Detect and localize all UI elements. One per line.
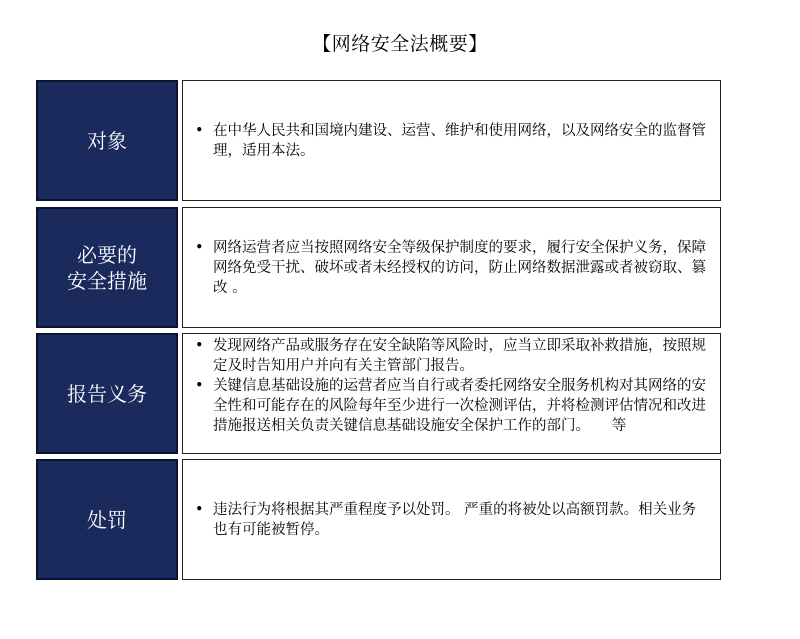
row-label-line-2: 安全措施 (67, 268, 147, 293)
row-content-box (182, 207, 721, 328)
row-reporting-obligation (36, 333, 721, 454)
bullet-item: • 在中华人民共和国境内建设、运营、维护和使用网络，以及网络安全的监督管理，适用本法。 (195, 121, 710, 161)
row-content-box (182, 333, 721, 454)
row-penalty (36, 459, 721, 580)
bullet-item: • 发现网络产品或服务存在安全缺陷等风险时，应当立即采取补救措施，按照规定及时告知用户并向有关主管部门报告。 (195, 336, 710, 376)
row-label-box (36, 333, 178, 454)
bullet-list (183, 334, 720, 436)
row-content-box (182, 459, 721, 580)
bullet-list (183, 500, 720, 540)
row-label: 处罚 (87, 507, 127, 532)
bullet-item: • 网络运营者应当按照网络安全等级保护制度的要求，履行安全保护义务，保障网络免受干扰、破坏或者未经授权的访问，防止网络数据泄露或者被窃取、篡改 。 (195, 238, 710, 298)
page-title: 【网络安全法概要】 (312, 33, 488, 55)
row-label-box (36, 459, 178, 580)
row-security-measures (36, 207, 721, 328)
bullet-list (183, 121, 720, 161)
row-label-line-1: 必要的 (77, 242, 137, 267)
row-content-box (182, 80, 721, 201)
row-label-box (36, 80, 178, 201)
row-label: 对象 (87, 128, 127, 153)
row-scope (36, 80, 721, 201)
bullet-list (183, 238, 720, 298)
row-label: 报告义务 (67, 381, 147, 406)
bullet-item: • 关键信息基础设施的运营者应当自行或者委托网络安全服务机构对其网络的安全性和可能存在的风险每年至少进行一次检测评估，并将检测评估情况和改进措施报送相关负责关键信息基础设施安全保护工作的部门。 等 (195, 376, 710, 436)
bullet-item: • 违法行为将根据其严重程度予以处罚。 严重的将被处以高额罚款。相关业务也有可能被暂停。 (195, 500, 710, 540)
row-label-box (36, 207, 178, 328)
